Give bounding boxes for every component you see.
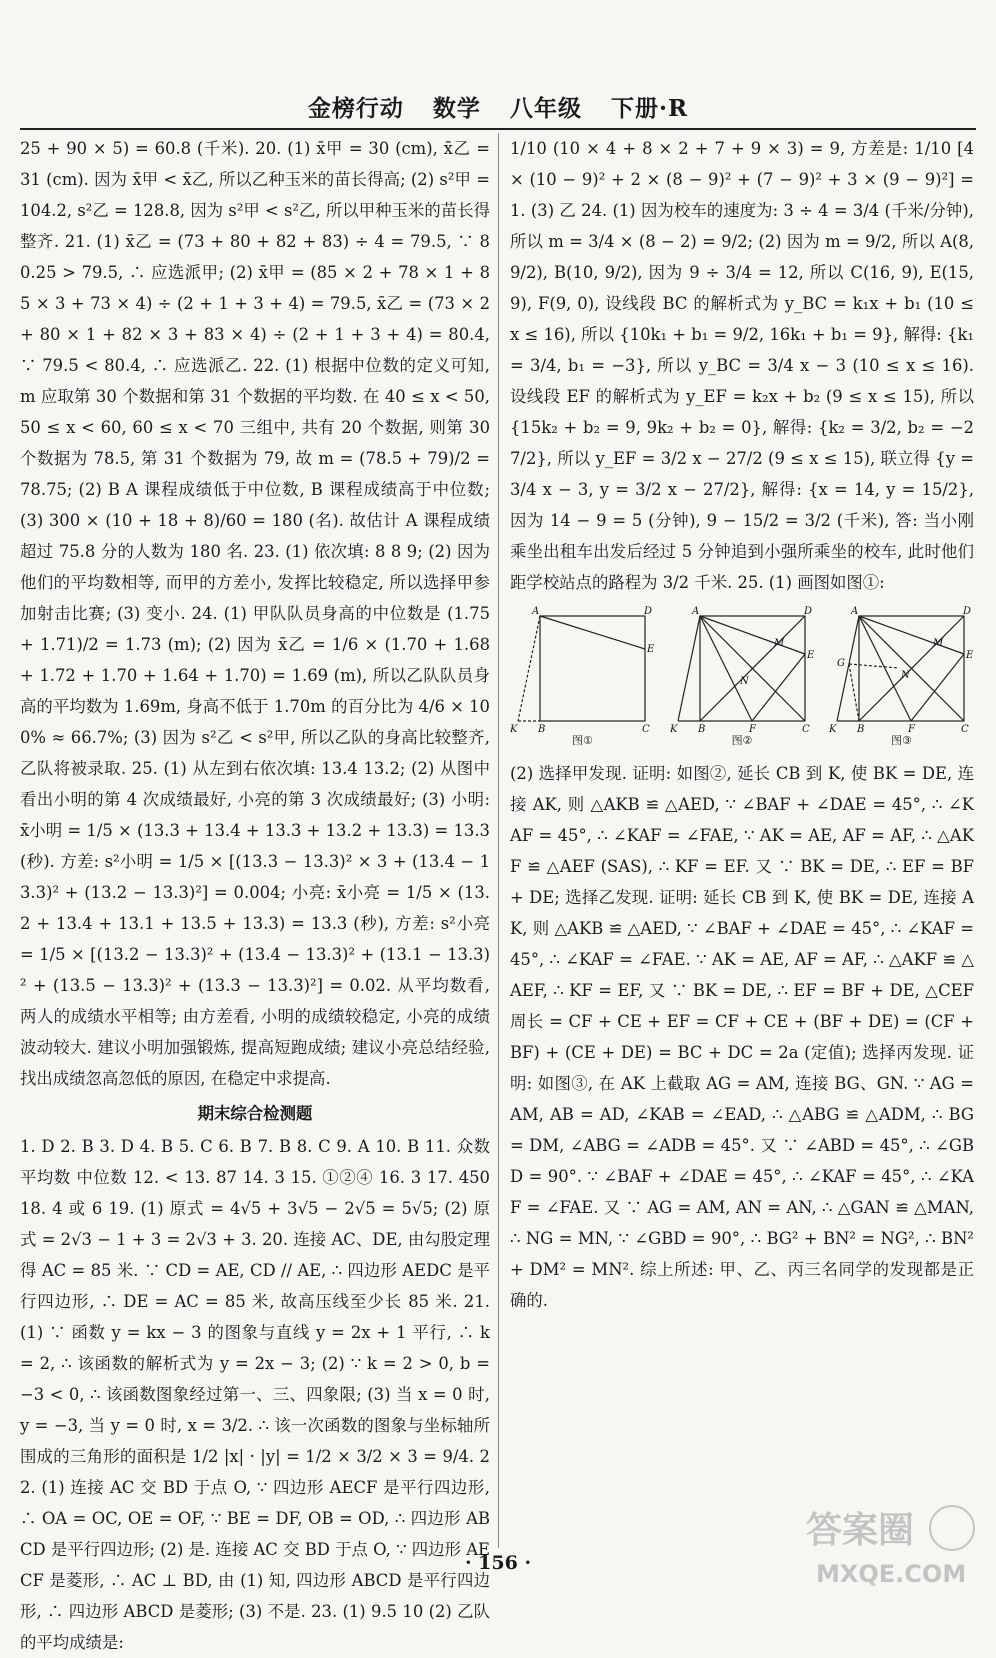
fig1-label-d: D: [644, 606, 653, 617]
page-header: [0, 90, 996, 123]
watermark-logo-text: 答案圈: [806, 1510, 915, 1551]
book-grade: 八年级: [509, 95, 582, 122]
fig2-label-e: E: [806, 650, 814, 661]
header-rule: [20, 128, 976, 130]
figure-2: [670, 604, 815, 754]
figure-3-diagram: [829, 604, 974, 734]
fig2-label-a: A: [691, 606, 699, 617]
fig1-label-k: K: [510, 724, 518, 734]
book-volume: 下册·R: [610, 95, 689, 122]
fig1-label-b: B: [538, 724, 546, 734]
answers-q25-proofs: (2) 选择甲发现. 证明: 如图②, 延长 CB 到 K, 使 BK = DE, 连接 AK, 则 △AKB ≌ △AED, ∵ ∠BAF + ∠DAE = 45°, ∴ ∠KAF = 45°, ∴ ∠KAF = ∠FAE, ∵ AK = AE, AF = AF, ∴ △AKF ≌ △AEF (SAS), ∴ KF = EF. 又 ∵ BK = DE, ∴ EF = BF + DE; 选择乙发现. 证明: 延长 CB 到 K, 使 BK = DE, 连接 AK, 则 △AKB ≌ △AED, ∵ ∠BAF + ∠DAE = 45°, ∴ ∠KAF = 45°, ∴ ∠KAF = ∠FAE. ∵ AK = AE, AF = AF, ∴ △AKF ≌ △AEF, ∴ KF = EF, 又 ∵ BK = DE, ∴ EF = BF + DE, △CEF 周长 = CF + CE + EF = CF + CE + (BF + DE) = (CF + BF) + (CE + DE) = BC + DC = 2a (定值); 选择丙发现. 证明: 如图③, 在 AK 上截取 AG = AM, 连接 BG、GN. ∵ AG = AM, AB = AD, ∠KAB = ∠EAD, ∴ △ABG ≌ △ADM, ∴ BG = DM, ∠ABG = ∠ADB = 45°. 又 ∵ ∠ABD = 45°, ∴ ∠GBD = 90°. ∵ ∠BAF + ∠DAE = 45°, ∴ ∠KAF = 45°, ∴ ∠KAF = ∠FAE. 又 ∵ AG = AM, AN = AN, ∴ △GAN ≌ △MAN, ∴ NG = MN, ∵ ∠GBD = 90°, ∴ BG² + BN² = NG², ∴ BN² + DM² = MN². 综上所述: 甲、乙、丙三名同学的发现都是正确的.: [510, 764, 974, 1310]
fig3-label-g: G: [837, 658, 845, 669]
right-column: [510, 133, 974, 1316]
fig1-label-a: A: [532, 606, 540, 617]
fig3-label-d: D: [963, 606, 972, 617]
section-title-final-test: 期末综合检测题: [197, 1104, 313, 1123]
figure-2-caption: 图②: [731, 734, 753, 747]
book-series: 金榜行动: [307, 95, 404, 122]
fig2-label-b: B: [697, 724, 705, 734]
fig3-label-f: F: [908, 724, 915, 734]
fig3-label-m: M: [933, 638, 944, 649]
geometry-figures: [510, 604, 974, 754]
figure-1: [510, 604, 655, 754]
fig2-label-m: M: [773, 638, 784, 649]
figure-3: [829, 604, 974, 754]
answers-q23-q25-part1: 1/10 (10 × 4 + 8 × 2 + 7 + 9 × 3) = 9, 方差是: 1/10 [4 × (10 − 9)² + 2 × (8 − 9)² + (7 − 9)² + 3 × (9 − 9)²] = 1. (3) 乙 24. (1) 因为校车的速度为: 3 ÷ 4 = 3/4 (千米/分钟), 所以 m = 3/4 × (8 − 2) = 9/2; (2) 因为 m = 9/2, 所以 A(8, 9/2), B(10, 9/2), 因为 9 ÷ 3/4 = 12, 所以 C(16, 9), E(15, 9), F(9, 0), 设线段 BC 的解析式为 y_BC = k₁x + b₁ (10 ≤ x ≤ 16), 所以 {10k₁ + b₁ = 9/2, 16k₁ + b₁ = 9}, 解得: {k₁ = 3/4, b₁ = −3}, 所以 y_BC = 3/4 x − 3 (10 ≤ x ≤ 16). 设线段 EF 的解析式为 y_EF = k₂x + b₂ (9 ≤ x ≤ 15), 所以 {15k₂ + b₂ = 9, 9k₂ + b₂ = 0}, 解得: {k₂ = 3/2, b₂ = −27/2}, 所以 y_EF = 3/2 x − 27/2 (9 ≤ x ≤ 15), 联立得 {y = 3/4 x − 3, y = 3/2 x − 27/2}, 解得: {x = 14, y = 15/2}, 因为 14 − 9 = 5 (分钟), 9 − 15/2 = 3/2 (千米), 答: 当小刚乘坐出租车出发后经过 5 分钟追到小强所乘坐的校车, 此时他们距学校站点的路程为 3/2 千米. 25. (1) 画图如图①:: [510, 139, 974, 592]
fig1-label-c: C: [642, 724, 650, 734]
fig3-label-k: K: [829, 724, 837, 734]
fig2-label-n: N: [739, 676, 749, 687]
answers-chapter-statistics: 25 + 90 × 5) = 60.8 (千米). 20. (1) x̄甲 = 30 (cm), x̄乙 = 31 (cm). 因为 x̄甲 < x̄乙, 所以乙种玉米的苗长得高; (2) s²甲 = 104.2, s²乙 = 128.8, 因为 s²甲 < s²乙, 所以甲种玉米的苗长得整齐. 21. (1) x̄乙 = (73 + 80 + 82 + 83) ÷ 4 = 79.5, ∵ 80.25 > 79.5, ∴ 应选派甲; (2) x̄甲 = (85 × 2 + 78 × 1 + 85 × 3 + 73 × 4) ÷ (2 + 1 + 3 + 4) = 79.5, x̄乙 = (73 × 2 + 80 × 1 + 82 × 3 + 83 × 4) ÷ (2 + 1 + 3 + 4) = 80.4, ∵ 79.5 < 80.4, ∴ 应选派乙. 22. (1) 根据中位数的定义可知, m 应取第 30 个数据和第 31 个数据的平均数. 在 40 ≤ x < 50, 50 ≤ x < 60, 60 ≤ x < 70 三组中, 共有 20 个数据, 则第 30 个数据为 78.5, 第 31 个数据为 79, 故 m = (78.5 + 79)/2 = 78.75; (2) B A 课程成绩低于中位数, B 课程成绩高于中位数; (3) 300 × (10 + 18 + 8)/60 = 180 (名). 故估计 A 课程成绩超过 75.8 分的人数为 180 名. 23. (1) 依次填: 8 8 9; (2) 因为他们的平均数相等, 而甲的方差小, 发挥比较稳定, 所以选择甲参加射击比赛; (3) 变小. 24. (1) 甲队队员身高的中位数是 (1.75 + 1.71)/2 = 1.73 (m); (2) 因为 x̄乙 = 1/6 × (1.70 + 1.68 + 1.72 + 1.70 + 1.64 + 1.70) = 1.69 (m), 所以乙队队员身高的平均数为 1.69m, 身高不低于 1.70m 的百分比为 4/6 × 100% ≈ 66.7%; (3) 因为 s²乙 < s²甲, 所以乙队的身高比较整齐, 乙队将被录取. 25. (1) 从左到右依次填: 13.4 13.2; (2) 从图中看出小明的第 4 次成绩最好, 小亮的第 3 次成绩最好; (3) 小明: x̄小明 = 1/5 × (13.3 + 13.4 + 13.3 + 13.2 + 13.3) = 13.3 (秒). 方差: s²小明 = 1/5 × [(13.3 − 13.3)² × 3 + (13.4 − 13.3)² + (13.2 − 13.3)²] = 0.004; 小亮: x̄小亮 = 1/5 × (13.2 + 13.4 + 13.1 + 13.5 + 13.3) = 13.3 (秒), 方差: s²小亮 = 1/5 × [(13.2 − 13.3)² + (13.4 − 13.3)² + (13.1 − 13.3)² + (13.5 − 13.3)² + (13.3 − 13.3)²] = 0.02. 从平均数看, 两人的成绩水平相等; 由方差看, 小明的成绩较稳定, 小亮的成绩波动较大. 建议小明加强锻炼, 提高短跑成绩; 建议小亮总结经验, 找出成绩忽高忽低的原因, 在稳定中求提高.: [20, 139, 490, 1088]
fig2-label-f: F: [748, 724, 756, 734]
site-watermark: [802, 1498, 982, 1590]
fig1-label-e: E: [647, 644, 655, 655]
figure-1-diagram: [510, 604, 655, 734]
left-column: [20, 133, 490, 1658]
fig2-label-c: C: [801, 724, 810, 734]
figure-3-caption: 图③: [891, 734, 912, 747]
book-subject: 数学: [432, 95, 481, 122]
watermark-url: MXQE.COM: [816, 1560, 967, 1588]
fig3-label-n: N: [901, 670, 910, 681]
fig3-label-e: E: [966, 650, 974, 661]
page-number: · 156 ·: [464, 1552, 532, 1574]
figure-1-caption: 图①: [572, 734, 593, 747]
answers-final-test: 1. D 2. B 3. D 4. B 5. C 6. B 7. B 8. C 9. A 10. B 11. 众数 平均数 中位数 12. < 13. 87 14. 3 15. ①②④ 16. 3 17. 450 18. 4 或 6 19. (1) 原式 = 4√5 + 3√5 − 2√5 = 5√5; (2) 原式 = 2√3 − 1 + 3 = 2√3 + 3. 20. 连接 AC、DE, 由勾股定理得 AC = 85 米. ∵ CD = AE, CD // AE, ∴ 四边形 AEDC 是平行四边形, ∴ DE = AC = 85 米, 故高压线至少长 85 米. 21. (1) ∵ 函数 y = kx − 3 的图象与直线 y = 2x + 1 平行, ∴ k = 2, ∴ 该函数的解析式为 y = 2x − 3; (2) ∵ k = 2 > 0, b = −3 < 0, ∴ 该函数图象经过第一、三、四象限; (3) 当 x = 0 时, y = −3, 当 y = 0 时, x = 3/2. ∴ 该一次函数的图象与坐标轴所围成的三角形的面积是 1/2 |x| · |y| = 1/2 × 3/2 × 3 = 9/4. 22. (1) 连接 AC 交 BD 于点 O, ∵ 四边形 AECF 是平行四边形, ∴ OA = OC, OE = OF, ∵ BE = DF, OB = OD, ∴ 四边形 ABCD 是平行四边形; (2) 是. 连接 AC 交 BD 于点 O, ∵ 四边形 AECF 是菱形, ∴ AC ⊥ BD, 由 (1) 知, 四边形 ABCD 是平行四边形, ∴ 四边形 ABCD 是菱形; (3) 不是. 23. (1) 9.5 10 (2) 乙队的平均成绩是:: [20, 1137, 490, 1652]
fig3-label-a: A: [851, 606, 859, 617]
fig2-label-k: K: [669, 724, 677, 734]
fig2-label-d: D: [803, 606, 812, 617]
figure-2-diagram: [670, 604, 815, 734]
column-divider: [498, 133, 499, 1548]
fig3-label-b: B: [857, 724, 865, 734]
fig3-label-c: C: [961, 724, 969, 734]
